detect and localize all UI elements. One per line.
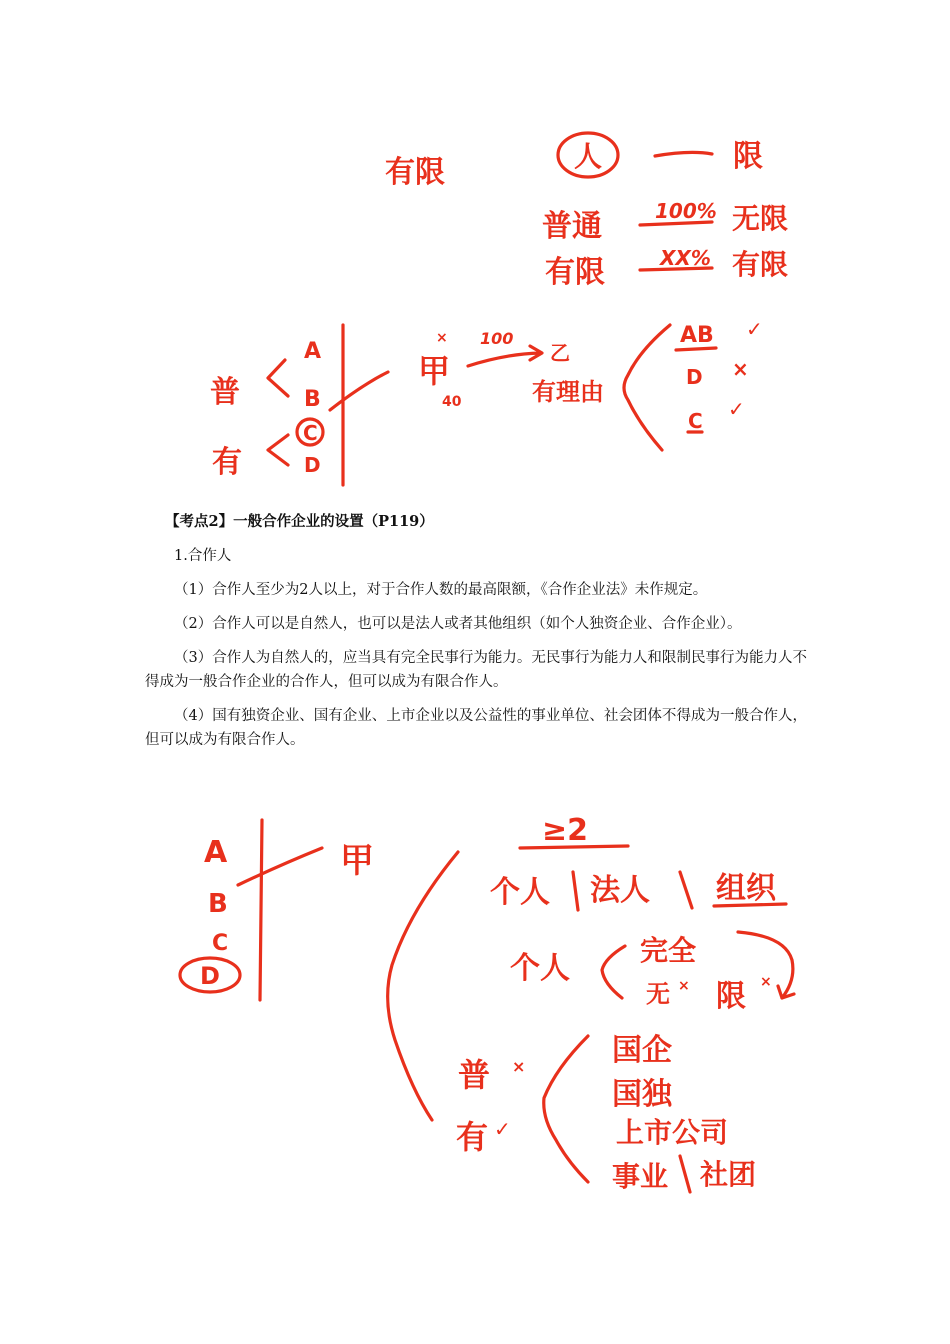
hw-dash (655, 152, 712, 156)
hw-b-pu: 普 (458, 1056, 491, 1094)
hw-underline-2 (640, 268, 712, 270)
section-heading: 【考点2】一般合作企业的设置（P119） (165, 513, 434, 530)
hw-b-wanquan: 完全 (640, 934, 697, 967)
hw-b-small-bracket (602, 946, 625, 998)
hw-b-letter-a: A (204, 835, 228, 870)
document-body (145, 510, 807, 762)
hw-yi: 乙 (550, 341, 570, 365)
hw-you: 有限 (545, 255, 605, 290)
hw-b-wu: 无 (646, 980, 670, 1008)
hw-b-shiye: 事业 (612, 1160, 669, 1193)
hw-b-check-you: ✓ (494, 1117, 511, 1141)
hw-bracket-2 (268, 435, 288, 465)
hw-b-min-underline (520, 846, 628, 848)
hw-b-vline (260, 820, 262, 1000)
hw-underline-1 (640, 222, 712, 225)
hw-arrow-amount: 100 (480, 329, 514, 348)
hw-b-cross-wu: × (678, 978, 690, 994)
hw-check-1: ✓ (746, 317, 763, 341)
hw-b-you: 有 (456, 1118, 489, 1156)
sketch-top-svg (0, 110, 950, 495)
hw-you-liability: 有限 (732, 248, 789, 281)
hw-b-sep-2 (680, 872, 692, 908)
hw-opt-c: C (688, 409, 703, 433)
hw-b-shetuan: 社团 (700, 1158, 757, 1191)
hw-b-jia: 甲 (340, 841, 374, 881)
hw-jia-amount: 40 (442, 394, 462, 410)
hw-pu-value: 100% (655, 199, 717, 223)
hw-b-cross-xian: × (760, 974, 772, 990)
hw-b-letter-c: C (212, 931, 229, 956)
paragraph-2: （2）合作人可以是自然人，也可以是法人或者其他组织（如个人独资企业、合作企业）。 (174, 616, 742, 632)
hw-letter-b: B (304, 387, 321, 412)
hw-xian: 限 (733, 139, 763, 174)
hw-b-big-bracket (388, 852, 458, 1120)
hw-check-2: ✓ (728, 397, 745, 421)
hw-cross-line (330, 372, 388, 410)
hw-b-xian: 限 (716, 979, 746, 1014)
hw-ab-underline (676, 348, 716, 350)
hw-left-you: 有 (212, 445, 242, 480)
hw-pu: 普通 (542, 209, 602, 244)
paragraph-1: （1）合作人至少为2人以上，对于合作人数的最高限额，《合作企业法》未作规定。 (174, 582, 708, 598)
hw-b-cross-pu: × (512, 1057, 526, 1076)
hw-bracket-1 (268, 360, 288, 396)
sub-heading: 1.合作人 (174, 548, 232, 564)
hw-b-guodu: 国独 (612, 1077, 672, 1112)
hw-b-zuzhi: 组织 (716, 871, 776, 906)
hw-b-guoqi: 国企 (612, 1033, 672, 1068)
hw-arrow (468, 346, 542, 366)
hw-letter-d: D (304, 453, 321, 477)
hw-b-zuzhi-underline (714, 904, 786, 906)
hw-b-letter-b: B (208, 889, 228, 919)
hw-b-shangshi: 上市公司 (616, 1116, 729, 1149)
hw-big-bracket (624, 325, 670, 450)
hw-opt-ab: AB (680, 323, 714, 348)
hw-b-faren: 法人 (590, 873, 650, 908)
hw-circled-ren: 人 (574, 140, 603, 173)
hw-opt-d: D (686, 365, 703, 389)
hw-b-min-count: ≥2 (542, 813, 589, 848)
hw-b-sep-3 (680, 1156, 690, 1192)
sketch-bottom-svg (0, 800, 950, 1210)
hw-cross-jia: × (436, 330, 448, 346)
hw-b-sep-1 (573, 872, 578, 910)
hw-reason: 有理由 (532, 378, 604, 406)
paragraph-4: （4）国有独资企业、国有企业、上市企业以及公益性的事业单位、社会团体不得成为一般合作人，但可以成为有限合作人。 (145, 708, 807, 748)
handwritten-sketch-bottom (0, 800, 950, 1210)
hw-b-letter-d: D (200, 962, 220, 990)
hw-you-value: XX% (660, 246, 711, 270)
hw-cross-1: × (732, 357, 749, 381)
hw-letter-a: A (304, 339, 322, 364)
hw-jia: 甲 (418, 352, 451, 390)
hw-b-geren-2: 个人 (510, 951, 570, 986)
hw-pu-liability: 无限 (732, 202, 789, 235)
hw-b-geren: 个人 (490, 875, 550, 910)
hw-label-youxian: 有限 (385, 155, 445, 190)
hw-left-pu: 普 (210, 375, 240, 410)
hw-b-cross (238, 848, 322, 885)
hw-b-list-bracket (544, 1036, 588, 1182)
handwritten-sketch-top (0, 110, 950, 495)
hw-letter-c: C (303, 421, 318, 445)
paragraph-3: （3）合作人为自然人的，应当具有完全民事行为能力。无民事行为能力人和限制民事行为能力人不得成为一般合作企业的合作人，但可以成为有限合作人。 (145, 650, 807, 690)
